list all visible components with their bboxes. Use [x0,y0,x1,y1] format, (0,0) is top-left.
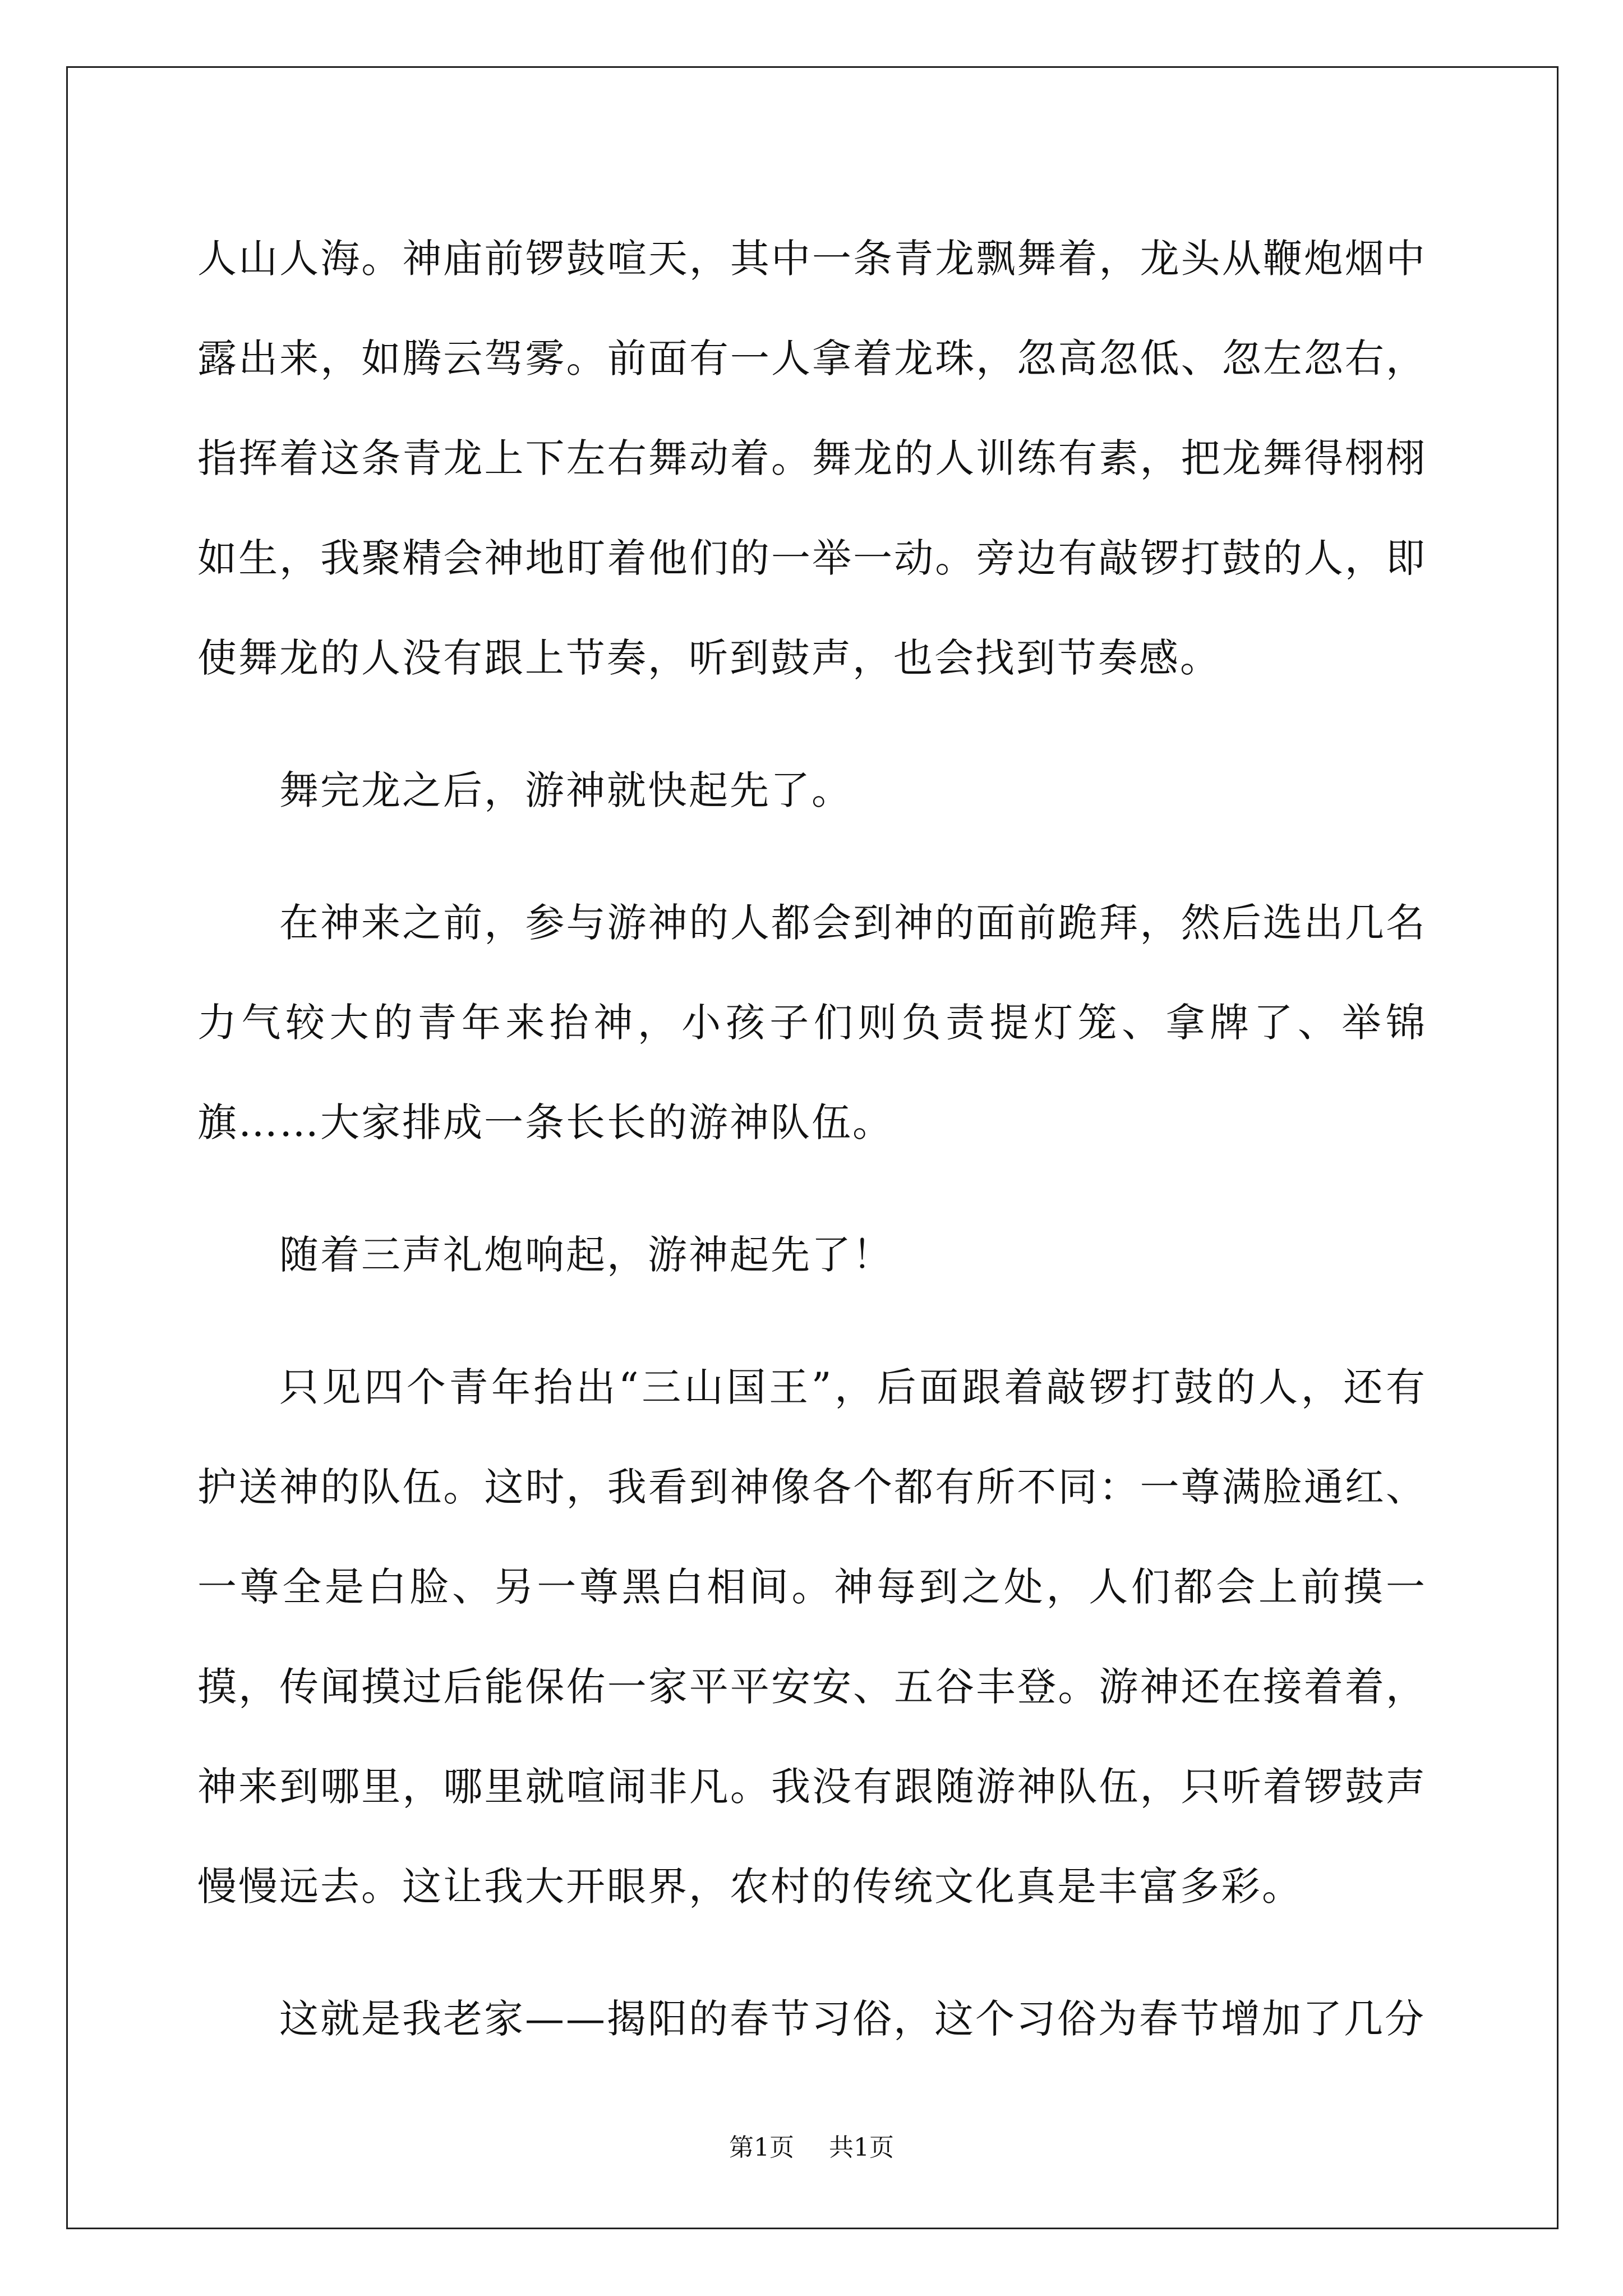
paragraph: 只见四个青年抬出“三山国王”，后面跟着敲锣打鼓的人，还有护送神的队伍。这时，我看到神像各个都有所不同：一尊满脸通红、一尊全是白脸、另一尊黑白相间。神每到之处，人们都会上前摸一摸，传闻摸过后能保佑一家平平安安、五谷丰登。游神还在接着着，神来到哪里，哪里就喧闹非凡。我没有跟随游神队伍，只听着锣鼓声慢慢远去。这让我大开眼界，农村的传统文化真是丰富多彩。 [197,1364,1427,1910]
paragraph: 这就是我老家——揭阳的春节习俗，这个习俗为春节增加了几分 [279,1996,1426,2042]
page-total: 共1页 [829,2133,894,2162]
page-footer [0,2127,1623,2163]
page-number: 第1页 [729,2133,794,2162]
paragraph: 随着三声礼炮响起，游神起先了！ [279,1232,893,1278]
paragraph: 在神来之前，参与游神的人都会到神的面前跪拜，然后选出几名力气较大的青年来抬神，小孩子们则负责提灯笼、拿牌了、举锦旗……大家排成一条长长的游神队伍。 [197,900,1427,1145]
paragraph: 舞完龙之后，游神就快起先了。 [279,767,852,813]
document-body [197,209,1427,2101]
paragraph: 人山人海。神庙前锣鼓喧天，其中一条青龙飘舞着，龙头从鞭炮烟中露出来，如腾云驾雾。前面有一人拿着龙珠，忽高忽低、忽左忽右，指挥着这条青龙上下左右舞动着。舞龙的人训练有素，把龙舞得栩栩如生，我聚精会神地盯着他们的一举一动。旁边有敲锣打鼓的人，即使舞龙的人没有跟上节奏，听到鼓声，也会找到节奏感。 [197,236,1427,681]
